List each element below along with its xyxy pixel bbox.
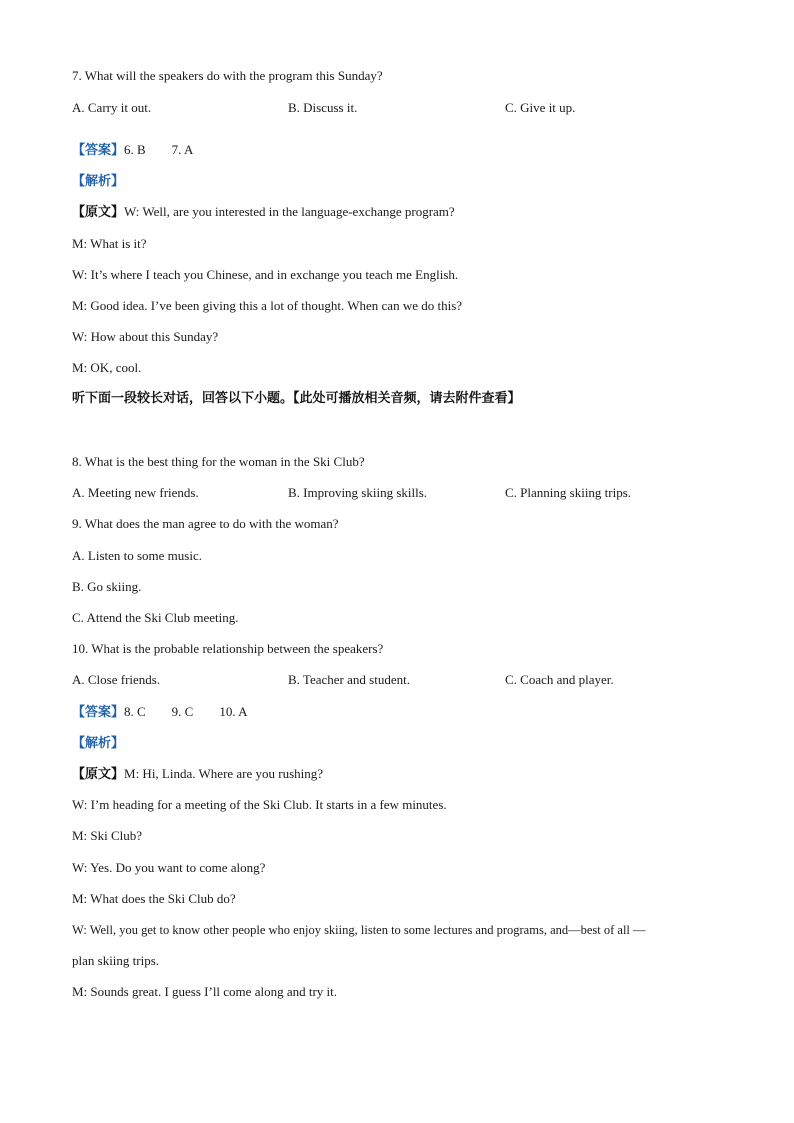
q9-option-a: A. Listen to some music. xyxy=(72,548,202,563)
dialogue-line: W: It’s where I teach you Chinese, and in exchange you teach me English. xyxy=(72,267,459,282)
analysis-label-2 xyxy=(72,735,124,752)
question-8: 8. What is the best thing for the woman in the Ski Club? xyxy=(72,454,365,469)
transcript-label: 【原文】 xyxy=(72,205,125,220)
dialogue-line: M: Good idea. I’ve been giving this a lot of thought. When can we do this? xyxy=(72,298,463,313)
q9-option-b: B. Go skiing. xyxy=(72,579,142,594)
answer-text: 8. C 9. C 10. A xyxy=(124,704,248,719)
dialogue-line: W: I’m heading for a meeting of the Ski Club. It starts in a few minutes. xyxy=(72,797,447,812)
dialogue-line: W: How about this Sunday? xyxy=(72,329,219,344)
answer-text: 6. B 7. A xyxy=(124,142,194,157)
question-9: 9. What does the man agree to do with the woman? xyxy=(72,516,339,531)
dialogue-line: plan skiing trips. xyxy=(72,953,160,968)
dialogue-line: M: OK, cool. xyxy=(72,360,142,375)
analysis-label: 【解析】 xyxy=(72,736,125,751)
q8-option-b: B. Improving skiing skills. xyxy=(288,485,428,500)
q7-option-a: A. Carry it out. xyxy=(72,100,152,115)
question-7: 7. What will the speakers do with the program this Sunday? xyxy=(72,68,383,83)
answer-label: 【答案】 xyxy=(72,143,125,158)
q7-option-b: B. Discuss it. xyxy=(288,100,358,115)
answer-line-1 xyxy=(72,142,193,159)
transcript-line xyxy=(72,766,323,783)
answer-line-2 xyxy=(72,704,248,721)
dialogue-line: M: What is it? xyxy=(72,236,147,251)
analysis-label-1 xyxy=(72,173,124,190)
transcript-label: 【原文】 xyxy=(72,767,125,782)
q7-option-c: C. Give it up. xyxy=(505,100,576,115)
transcript-line xyxy=(72,204,455,221)
analysis-label: 【解析】 xyxy=(72,174,125,189)
dialogue-line: M: Hi, Linda. Where are you rushing? xyxy=(124,766,324,781)
dialogue-line: M: Sounds great. I guess I’ll come along and try it. xyxy=(72,984,338,999)
q8-option-a: A. Meeting new friends. xyxy=(72,485,199,500)
dialogue-line: W: Yes. Do you want to come along? xyxy=(72,860,266,875)
listening-instruction: 听下面一段较长对话，回答以下小题。【此处可播放相关音频，请去附件查看】 xyxy=(72,391,521,406)
dialogue-line: M: Ski Club? xyxy=(72,828,143,843)
q9-option-c: C. Attend the Ski Club meeting. xyxy=(72,610,239,625)
q8-option-c: C. Planning skiing trips. xyxy=(505,485,632,500)
answer-label: 【答案】 xyxy=(72,705,125,720)
dialogue-line: W: Well, you get to know other people who enjoy skiing, listen to some lectures and programs, and—best of all — xyxy=(72,923,646,937)
q10-option-a: A. Close friends. xyxy=(72,672,161,687)
dialogue-line: W: Well, are you interested in the language-exchange program? xyxy=(124,204,455,219)
q10-option-b: B. Teacher and student. xyxy=(288,672,410,687)
q10-option-c: C. Coach and player. xyxy=(505,672,614,687)
dialogue-line: M: What does the Ski Club do? xyxy=(72,891,236,906)
question-10: 10. What is the probable relationship between the speakers? xyxy=(72,641,384,656)
